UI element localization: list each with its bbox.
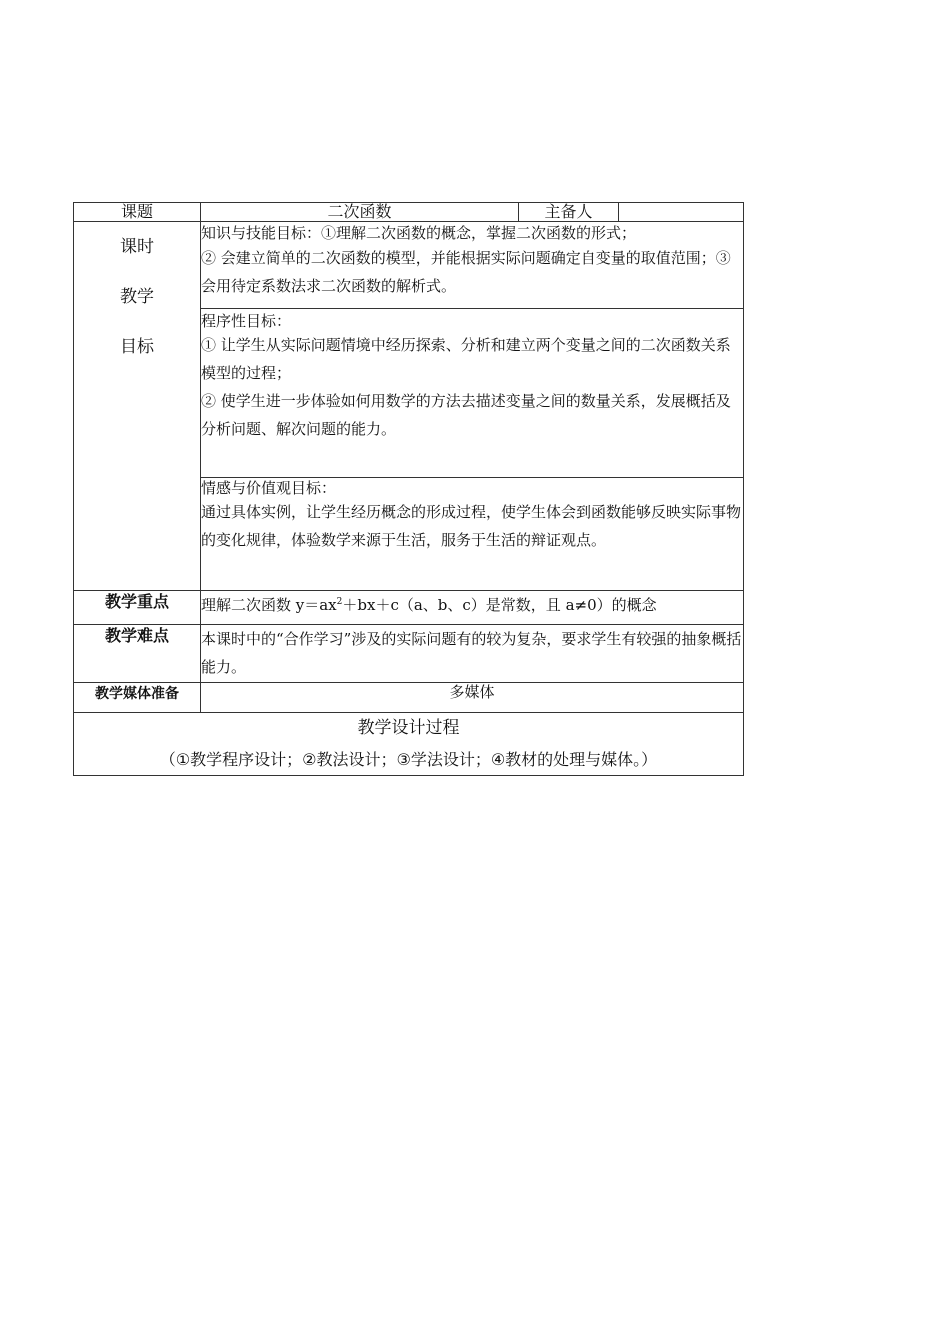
design-process-cell (74, 713, 744, 776)
knowledge-skills-line-1: 知识与技能目标：①理解二次函数的概念，掌握二次函数的形式； (201, 224, 637, 242)
difficulty-label: 教学难点 (74, 625, 201, 683)
objectives-label-line-3: 目标 (120, 337, 154, 357)
difficulty-text: 本课时中的“合作学习”涉及的实际问题有的较为复杂，要求学生有较强的抽象概括能力。 (201, 625, 744, 683)
preparer-label: 主备人 (519, 203, 619, 222)
knowledge-row (74, 222, 744, 309)
key-point-suffix: ＋bx＋c（a、b、c）是常数，且 a≠0）的概念 (342, 596, 657, 614)
process-row (74, 713, 744, 776)
emotion-goals-cell (201, 478, 744, 591)
objectives-label-line-2: 教学 (120, 287, 154, 307)
lesson-plan-table (73, 202, 744, 776)
difficulty-row (74, 625, 744, 683)
objectives-label (74, 222, 201, 591)
knowledge-skills-cell (201, 222, 744, 309)
emotion-goals-title: 情感与价值观目标： (201, 479, 337, 497)
key-point-label: 教学重点 (74, 591, 201, 625)
process-goals-item-2: ② 使学生进一步体验如何用数学的方法去描述变量之间的数量关系，发展概括及分析问题、解次问题的能力。 (201, 392, 731, 438)
key-point-row (74, 591, 744, 625)
media-label: 教学媒体准备 (74, 683, 201, 713)
topic-label: 课题 (74, 203, 201, 222)
topic-value: 二次函数 (201, 203, 519, 222)
design-process-title: 教学设计过程 (357, 718, 460, 738)
process-goals-title: 程序性目标： (201, 312, 292, 330)
key-point-text (201, 591, 744, 625)
media-row (74, 683, 744, 713)
process-goals-item-1: ① 让学生从实际问题情境中经历探索、分析和建立两个变量之间的二次函数关系模型的过程； (201, 336, 731, 382)
key-point-prefix: 理解二次函数 y＝ax (201, 596, 337, 614)
key-point-superscript: 2 (336, 597, 343, 607)
emotion-goals-text: 通过具体实例，让学生经历概念的形成过程，使学生体会到函数能够反映实际事物的变化规律，体验数学来源于生活，服务于生活的辩证观点。 (201, 503, 742, 549)
objectives-label-line-1: 课时 (120, 237, 154, 257)
topic-row (74, 203, 744, 222)
knowledge-skills-line-2: ② 会建立简单的二次函数的模型，并能根据实际问题确定自变量的取值范围；③会用待定系数法求二次函数的解析式。 (201, 249, 731, 295)
preparer-value (619, 203, 744, 222)
media-value: 多媒体 (201, 683, 744, 713)
design-process-subtitle: （①教学程序设计；②教法设计；③学法设计；④教材的处理与媒体。） (159, 750, 658, 769)
process-goals-cell (201, 309, 744, 478)
